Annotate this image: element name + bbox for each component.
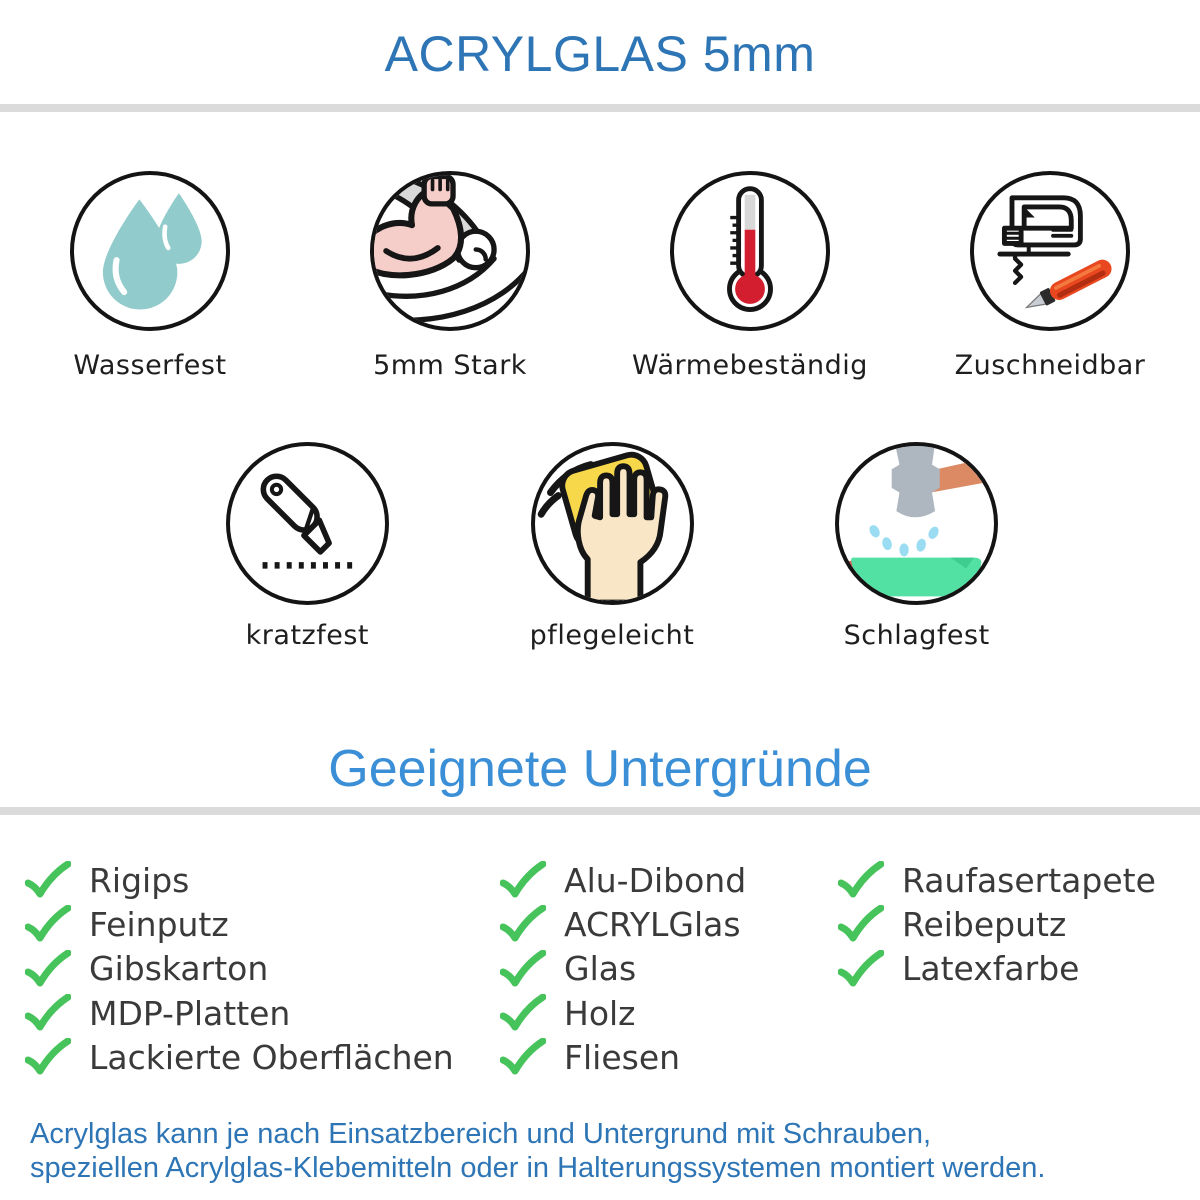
list-item-label: Lackierte Oberflächen [89,1037,454,1077]
list-item [25,947,454,991]
check-icon [838,905,884,943]
feature-grid-row2 [150,442,1062,651]
substrates-column-3 [838,858,1156,991]
feature-label: Wasserfest [73,350,227,381]
footer-line: speziellen Acrylglas-Klebemitteln oder in Halterungssystemen montiert werden. [30,1152,1046,1184]
feature-waermebestaendig [600,171,900,381]
cleaning-hand-icon [535,446,690,601]
list-item [838,902,1156,946]
check-icon [500,994,546,1032]
list-item-label: Gibskarton [89,949,269,989]
feature-label: Zuschneidbar [954,350,1146,381]
substrates-column-1 [25,858,454,1079]
feature-wasserfest [0,171,300,381]
list-item [25,1035,454,1079]
list-item-label: Raufasertapete [902,860,1156,900]
feature-5mm-stark [300,171,600,381]
feature-label: pflegeleicht [529,620,695,651]
feature-label: Wärmebeständig [632,350,868,381]
list-item [500,858,746,902]
check-icon [25,861,71,899]
list-item-label: Holz [564,993,636,1033]
list-item [500,902,746,946]
substrates-heading: Geeignete Untergründe [328,740,872,798]
feature-label: Schlagfest [843,620,990,651]
feature-zuschneidbar [900,171,1200,381]
icon-circle [70,171,230,331]
check-icon [838,950,884,988]
footer-note [30,1117,1190,1185]
icon-circle [370,171,530,331]
list-item [25,858,454,902]
check-icon [500,1038,546,1076]
icon-circle [835,442,998,605]
utility-knife-icon [230,446,385,601]
check-icon [500,905,546,943]
cutter-knife-icon [1022,257,1114,316]
thermometer-icon [674,175,826,327]
list-item [500,947,746,991]
icon-circle [226,442,389,605]
check-icon [500,950,546,988]
feature-label: 5mm Stark [373,350,527,381]
list-item [838,947,1156,991]
list-item-label: Rigips [89,860,190,900]
list-item-label: Latexfarbe [902,949,1080,989]
icon-circle [970,171,1130,331]
substrates-column-2 [500,858,746,1079]
feature-kratzfest [162,442,453,651]
check-icon [25,994,71,1032]
check-icon [838,861,884,899]
jigsaw-icon [974,175,1126,327]
list-item [25,991,454,1035]
check-icon [25,1038,71,1076]
water-drops-icon [74,175,226,327]
list-item [838,858,1156,902]
list-item-label: Alu-Dibond [564,860,747,900]
list-item-label: Glas [564,949,637,989]
feature-grid-row1 [0,171,1200,381]
list-item [500,991,746,1035]
feature-schlagfest [771,442,1062,651]
list-item-label: Feinputz [89,904,229,944]
list-item [25,902,454,946]
hammer-icon [839,446,994,601]
list-item-label: Fliesen [564,1037,681,1077]
check-icon [25,905,71,943]
icon-circle [670,171,830,331]
list-item-label: MDP-Platten [89,993,291,1033]
divider [0,807,1200,815]
divider [0,104,1200,112]
check-icon [500,861,546,899]
footer-line: Acrylglas kann je nach Einsatzbereich und Untergrund mit Schrauben, [30,1118,932,1150]
feature-pflegeleicht [467,442,758,651]
list-item-label: ACRYLGlas [564,904,741,944]
page-title: ACRYLGLAS 5mm [384,26,816,82]
icon-circle [531,442,694,605]
list-item-label: Reibeputz [902,904,1067,944]
list-item [500,1035,746,1079]
feature-label: kratzfest [245,620,369,651]
check-icon [25,950,71,988]
muscle-arm-icon [374,175,526,327]
